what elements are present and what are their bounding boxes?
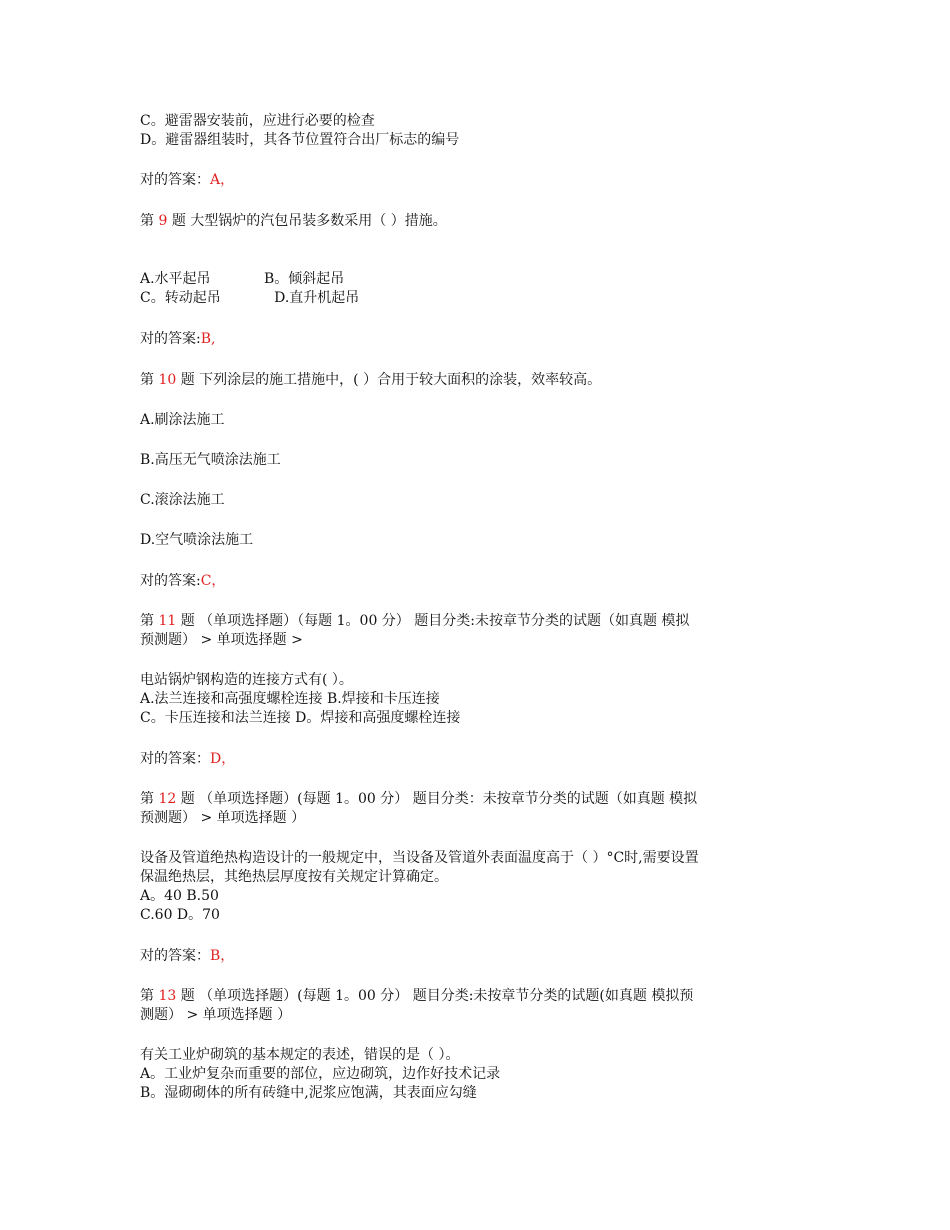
question-13-header-cont: 测题） > 单项选择题 ） — [140, 1007, 292, 1023]
question-13-title — [140, 987, 693, 1005]
question-12-title — [140, 790, 697, 808]
question-9-options-ab: A.水平起吊 B。倾斜起吊 — [140, 271, 345, 287]
question-12-stem-2: 保温绝热层，其绝热层厚度按有关规定计算确定。 — [140, 869, 448, 885]
question-12-options-1: A。40 B.50 — [140, 888, 219, 904]
answer-value: A， — [210, 172, 235, 188]
question-prefix: 第 — [140, 213, 159, 229]
question-header: 题 （单项选择题）(每题 1。00 分） 题目分类:未按章节分类的试题(如真题 模拟预 — [176, 988, 694, 1004]
question-12-header-cont: 预测题） > 单项选择题 ） — [140, 810, 306, 826]
answer-line — [140, 572, 225, 590]
question-prefix: 第 — [140, 372, 159, 388]
question-prefix: 第 — [140, 988, 159, 1004]
question-text: 题 大型锅炉的汽包吊装多数采用（ ）措施。 — [167, 213, 447, 229]
question-10-option-d: D.空气喷涂法施工 — [140, 532, 254, 548]
question-11-stem: 电站锅炉钢构造的连接方式有( ）。 — [140, 672, 353, 688]
question-13-option-a: A。工业炉复杂而重要的部位，应边砌筑，边作好技术记录 — [140, 1066, 501, 1082]
answer-label: 对的答案： — [140, 948, 210, 964]
answer-label: 对的答案： — [140, 172, 210, 188]
question-10-option-a: A.刷涂法施工 — [140, 412, 225, 428]
question-12-stem-1: 设备及管道绝热构造设计的一般规定中，当设备及管道外表面温度高于（ ）°C时,需要设置 — [140, 850, 699, 866]
option-d-line: D。避雷器组装时，其各节位置符合出厂标志的编号 — [140, 132, 460, 148]
question-11-options-1: A.法兰连接和高强度螺栓连接 B.焊接和卡压连接 — [140, 691, 440, 707]
option-c-line: C。避雷器安装前，应进行必要的检查 — [140, 113, 375, 129]
question-11-header-cont: 预测题） > 单项选择题 > — [140, 632, 303, 648]
question-number: 12 — [158, 791, 177, 807]
question-11-options-2: C。卡压连接和法兰连接 D。焊接和高强度螺栓连接 — [140, 710, 461, 726]
question-prefix: 第 — [140, 613, 159, 629]
answer-line — [140, 947, 234, 965]
answer-label: 对的答案: — [140, 331, 201, 347]
answer-value: D， — [210, 751, 236, 767]
question-10-title — [140, 371, 601, 389]
question-number: 11 — [158, 613, 177, 629]
answer-line — [140, 750, 235, 768]
question-13-stem: 有关工业炉砌筑的基本规定的表述，错误的是（ ）。 — [140, 1047, 460, 1063]
answer-value: B， — [210, 948, 235, 964]
answer-value: C， — [200, 573, 226, 589]
answer-label: 对的答案: — [140, 573, 201, 589]
question-prefix: 第 — [140, 791, 159, 807]
question-10-option-b: B.高压无气喷涂法施工 — [140, 452, 281, 468]
answer-label: 对的答案： — [140, 751, 210, 767]
question-12-options-2: C.60 D。70 — [140, 907, 220, 923]
answer-line — [140, 171, 234, 189]
question-header: 题 （单项选择题）（每题 1。00 分） 题目分类:未按章节分类的试题（如真题 模拟 — [176, 613, 690, 629]
question-9-title — [140, 212, 447, 230]
question-9-options-cd: C。转动起吊 D.直升机起吊 — [140, 290, 360, 306]
question-number: 13 — [158, 988, 177, 1004]
answer-line — [140, 330, 215, 348]
question-11-title — [140, 612, 689, 630]
question-10-option-c: C.滚涂法施工 — [140, 492, 225, 508]
question-13-option-b: B。湿砌砌体的所有砖缝中,泥浆应饱满，其表面应勾缝 — [140, 1085, 477, 1101]
question-text: 题 下列涂层的施工措施中，( ）合用于较大面积的涂装，效率较高。 — [176, 372, 602, 388]
answer-value: B, — [200, 331, 216, 347]
question-number: 9 — [158, 213, 168, 229]
question-number: 10 — [158, 372, 177, 388]
question-header: 题 （单项选择题）(每题 1。00 分） 题目分类：未按章节分类的试题（如真题 模拟 — [176, 791, 698, 807]
